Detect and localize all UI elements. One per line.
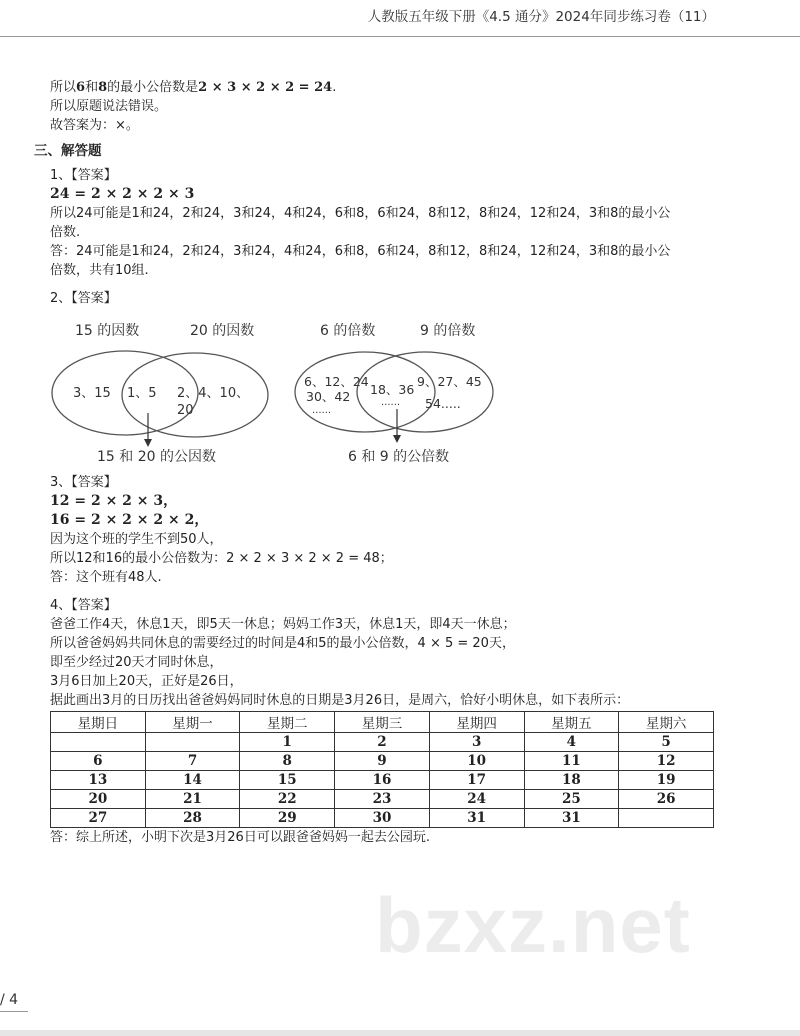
number: 6 <box>76 80 86 95</box>
calendar-table <box>50 711 714 828</box>
calendar-cell: 13 <box>51 771 146 790</box>
answer-text: 所以12和16的最小公倍数为：2 × 2 × 3 × 2 × 2 = 48； <box>50 551 393 566</box>
text: 所以 <box>50 80 77 95</box>
answer-text: 所以24可能是1和24，2和24，3和24，4和24，6和8，6和24，8和12，8和24，12和24，3和8的最小公 <box>50 206 671 221</box>
weekday-header: 星期四 <box>429 712 524 733</box>
venn-diagrams <box>50 315 520 475</box>
math-expression: 2 × 3 × 2 × 2 = 24 <box>198 80 333 95</box>
question-2-heading: 2、【答案】 <box>50 291 117 306</box>
answer-text: 因为这个班的学生不到50人， <box>50 532 223 547</box>
venn-label: 6 的倍数 <box>320 323 376 339</box>
table-row <box>51 733 714 752</box>
calendar-cell: 26 <box>619 790 714 809</box>
calendar-cell: 2 <box>335 733 430 752</box>
calendar-cell: 20 <box>51 790 146 809</box>
math-expression: 12 = 2 × 2 × 3， <box>50 493 178 509</box>
footer-divider <box>0 1011 28 1012</box>
calendar-cell: 28 <box>145 809 240 828</box>
calendar-cell <box>51 733 146 752</box>
table-row <box>51 752 714 771</box>
calendar-cell: 27 <box>51 809 146 828</box>
calendar-cell: 3 <box>429 733 524 752</box>
weekday-header: 星期日 <box>51 712 146 733</box>
question-3-heading: 3、【答案】 <box>50 475 117 490</box>
answer-text: 3月6日加上20天，正好是26日， <box>50 674 243 689</box>
answer-text: 倍数. <box>50 225 81 240</box>
text: 和 <box>85 80 99 95</box>
question-4 <box>50 596 629 710</box>
question-1-heading: 1、【答案】 <box>50 168 117 183</box>
weekday-header: 星期五 <box>524 712 619 733</box>
venn-text: 18、36 <box>370 382 415 397</box>
venn-text: 30、42 <box>306 389 351 404</box>
answer-text: 所以爸爸妈妈共同休息的需要经过的时间是4和5的最小公倍数，4 × 5 = 20天， <box>50 636 515 651</box>
calendar-cell: 22 <box>240 790 335 809</box>
venn-text: 6、12、24 <box>304 374 369 389</box>
answer-text: 倍数，共有10组. <box>50 263 149 278</box>
calendar-cell: 29 <box>240 809 335 828</box>
venn-text: ...... <box>312 405 332 416</box>
answer-text: 据此画出3月的日历找出爸爸妈妈同时休息的日期是3月26日，是周六，恰好小明休息，如下表所示： <box>50 693 630 708</box>
calendar-header-row <box>51 712 714 733</box>
calendar-cell: 14 <box>145 771 240 790</box>
question-4-heading: 4、【答案】 <box>50 598 117 613</box>
venn-text: 3、15 <box>73 386 111 401</box>
venn-text: 54..... <box>425 396 461 411</box>
calendar-cell: 4 <box>524 733 619 752</box>
calendar-cell: 1 <box>240 733 335 752</box>
table-row <box>51 809 714 828</box>
calendar-cell: 31 <box>429 809 524 828</box>
answer-text: 答：这个班有48人. <box>50 570 162 585</box>
calendar-cell: 9 <box>335 752 430 771</box>
prev-solution-line-2: 所以原题说法错误。 <box>50 99 168 114</box>
calendar-cell: 23 <box>335 790 430 809</box>
calendar-cell: 21 <box>145 790 240 809</box>
arrow-icon <box>144 439 152 447</box>
calendar-cell: 12 <box>619 752 714 771</box>
number: 8 <box>98 80 108 95</box>
weekday-header: 星期二 <box>240 712 335 733</box>
weekday-header: 星期一 <box>145 712 240 733</box>
math-expression: 24 = 2 × 2 × 2 × 3 <box>50 186 195 202</box>
calendar-cell: 7 <box>145 752 240 771</box>
venn-text: 2、4、10、 <box>177 386 250 401</box>
text: . <box>332 80 337 95</box>
page-number: / 4 <box>0 992 19 1008</box>
calendar-cell: 31 <box>524 809 619 828</box>
venn-diagram-multiples <box>295 322 493 465</box>
calendar-cell: 5 <box>619 733 714 752</box>
venn-text: 9、27、45 <box>417 374 482 389</box>
calendar-cell <box>145 733 240 752</box>
venn-text: ...... <box>381 397 401 408</box>
watermark: bzxz.net <box>375 881 691 969</box>
table-row <box>51 790 714 809</box>
calendar-cell: 18 <box>524 771 619 790</box>
conclusion-text: 答：综上所述，小明下次是3月26日可以跟爸爸妈妈一起去公园玩. <box>50 830 430 845</box>
venn-label: 20 的因数 <box>190 323 255 339</box>
venn-caption: 15 和 20 的公因数 <box>97 449 216 465</box>
calendar-cell: 15 <box>240 771 335 790</box>
calendar-cell: 6 <box>51 752 146 771</box>
prev-solution-line-1 <box>50 78 740 97</box>
text: 的最小公倍数是 <box>107 80 199 95</box>
table-row <box>51 771 714 790</box>
venn-text: 20 <box>177 403 194 418</box>
answer-text: 爸爸工作4天，休息1天，即5天一休息；妈妈工作3天，休息1天，即4天一休息； <box>50 617 516 632</box>
venn-diagram-factors <box>52 322 268 465</box>
calendar-cell: 17 <box>429 771 524 790</box>
answer-text: 即至少经过20天才同时休息， <box>50 655 223 670</box>
document-title: 人教版五年级下册《4.5 通分》2024年同步练习卷（11） <box>367 9 715 25</box>
section-title: 三、解答题 <box>34 143 102 159</box>
calendar-cell: 30 <box>335 809 430 828</box>
calendar-cell: 10 <box>429 752 524 771</box>
question-3 <box>50 473 393 587</box>
calendar-cell: 8 <box>240 752 335 771</box>
calendar-cell: 16 <box>335 771 430 790</box>
calendar-cell: 24 <box>429 790 524 809</box>
math-expression: 16 = 2 × 2 × 2 × 2， <box>50 512 209 528</box>
venn-label: 9 的倍数 <box>420 323 476 339</box>
prev-solution-line-3: 故答案为：×。 <box>50 118 139 133</box>
document-body <box>50 78 740 135</box>
calendar-cell: 19 <box>619 771 714 790</box>
venn-caption: 6 和 9 的公倍数 <box>348 449 450 465</box>
question-1 <box>50 166 750 280</box>
answer-text: 答：24可能是1和24，2和24，3和24，4和24，6和8，6和24，8和12，8和24，12和24，3和8的最小公 <box>50 244 671 259</box>
calendar-cell: 25 <box>524 790 619 809</box>
arrow-icon <box>393 435 401 443</box>
weekday-header: 星期三 <box>335 712 430 733</box>
venn-text: 1、5 <box>127 386 157 401</box>
calendar-cell: 11 <box>524 752 619 771</box>
venn-label: 15 的因数 <box>75 323 140 339</box>
weekday-header: 星期六 <box>619 712 714 733</box>
bottom-band <box>0 1030 800 1036</box>
calendar-cell <box>619 809 714 828</box>
page-header <box>0 0 800 37</box>
